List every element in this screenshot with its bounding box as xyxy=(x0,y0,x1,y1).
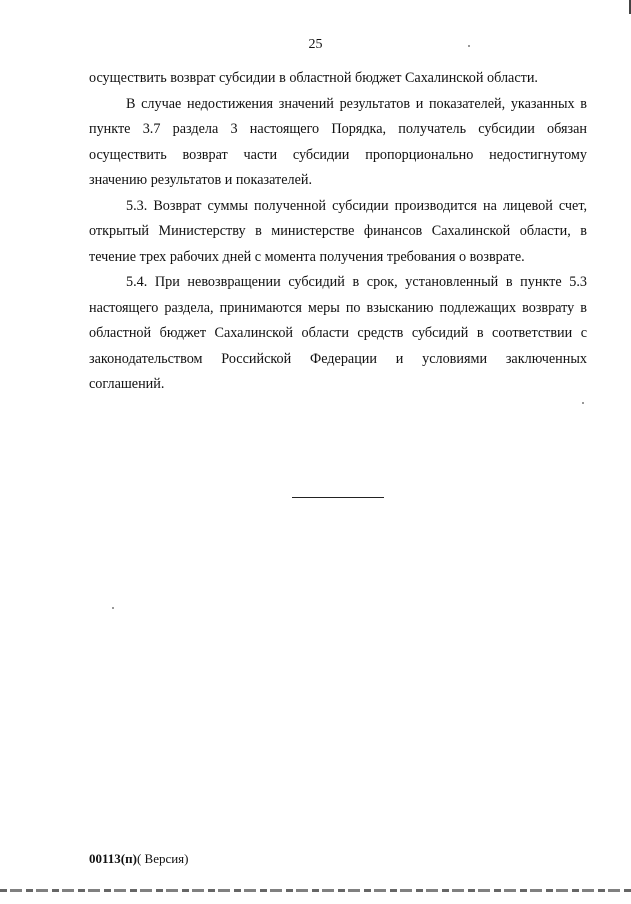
document-code: 00113(п) xyxy=(89,851,137,866)
paragraph-5-4: 5.4. При невозвращении субсидий в срок, установленный в пункте 5.3 настоящего раздела, принимаются меры по взысканию подлежащих возврату в областной бюджет Сахалинской области средств субсидий в соответствии с законодательством Российской Федерации и условиями заключенных соглашений. xyxy=(89,274,587,392)
scan-speck xyxy=(112,607,114,609)
document-body xyxy=(89,66,587,398)
scan-speck xyxy=(582,402,584,404)
paragraph-nonachievement: В случае недостижения значений результатов и показателей, указанных в пункте 3.7 раздела 3 настоящего Порядка, получатель субсидии обязан осуществить возврат части субсидии пропорционально недостигнутому значению результатов и показателей. xyxy=(89,95,587,188)
page-number: 25 xyxy=(308,37,323,52)
end-separator-line xyxy=(292,497,384,498)
scan-speck xyxy=(468,45,470,47)
document-version: ( Версия) xyxy=(136,851,189,866)
paragraph-5-3: 5.3. Возврат суммы полученной субсидии производится на лицевой счет, открытый Министерству в министерстве финансов Сахалинской области, в течение трех рабочих дней с момента получения требования о возврате. xyxy=(89,197,587,265)
paragraph-continuation: осуществить возврат субсидии в областной бюджет Сахалинской области. xyxy=(89,70,538,86)
scan-edge-artifact xyxy=(0,889,631,892)
document-footer xyxy=(89,851,189,867)
